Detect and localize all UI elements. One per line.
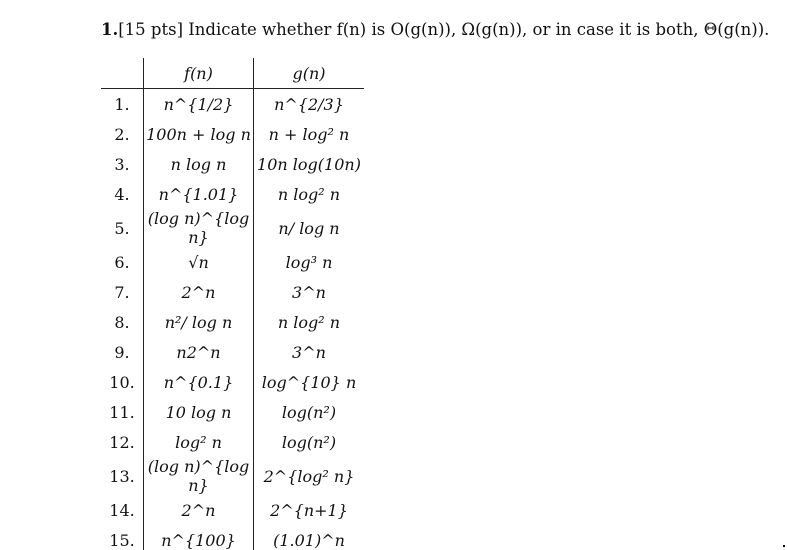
cell-f: 10 log n (144, 397, 254, 427)
cell-f: (log n)^{log n} (144, 209, 254, 247)
cell-g: 2^{n+1} (254, 495, 365, 525)
cell-g: n + log² n (254, 119, 365, 149)
cell-f: n2^n (144, 337, 254, 367)
cell-g: n/ log n (254, 209, 365, 247)
cell-f: 2^n (144, 495, 254, 525)
cell-f: (log n)^{log n} (144, 457, 254, 495)
table-row (101, 337, 364, 367)
cell-g: n log² n (254, 307, 365, 337)
cell-f: log² n (144, 427, 254, 457)
table-row (101, 457, 364, 495)
cell-f: 100n + log n (144, 119, 254, 149)
row-number: 12. (109, 432, 135, 452)
cell-g: log^{10} n (254, 367, 365, 397)
question-points: [15 pts] (118, 20, 184, 39)
row-number: 4. (114, 184, 130, 204)
table-row (101, 89, 364, 120)
cell-g: log(n²) (254, 397, 365, 427)
row-number: 11. (109, 402, 135, 422)
cell-g: n log² n (254, 179, 365, 209)
table-row (101, 525, 364, 550)
cell-g: 2^{log² n} (254, 457, 365, 495)
row-number: 5. (114, 218, 130, 238)
row-number: 1. (114, 94, 130, 114)
row-number: 3. (114, 154, 130, 174)
complexity-table (101, 58, 364, 550)
cell-f: n^{1.01} (144, 179, 254, 209)
table-header-row (101, 58, 364, 89)
header-g: g(n) (254, 58, 365, 89)
table-row (101, 307, 364, 337)
table-row (101, 179, 364, 209)
page-dot (783, 545, 785, 547)
row-number: 13. (109, 466, 135, 486)
header-index (101, 58, 144, 89)
cell-g: 10n log(10n) (254, 149, 365, 179)
row-number: 14. (109, 500, 135, 520)
cell-f: n log n (144, 149, 254, 179)
question-body: Indicate whether f(n) is O(g(n)), Ω(g(n)), or in case it is both, Θ(g(n)). (188, 20, 770, 39)
cell-g: (1.01)^n (254, 525, 365, 550)
table-row (101, 277, 364, 307)
cell-f: √n (144, 247, 254, 277)
row-number: 15. (109, 530, 135, 550)
table-row (101, 427, 364, 457)
cell-f: n^{100} (144, 525, 254, 550)
table-row (101, 209, 364, 247)
cell-f: 2^n (144, 277, 254, 307)
question-number: 1. (101, 20, 119, 39)
table-row (101, 367, 364, 397)
row-number: 10. (109, 372, 135, 392)
table-row (101, 495, 364, 525)
header-f: f(n) (144, 58, 254, 89)
row-number: 8. (114, 312, 130, 332)
table-row (101, 247, 364, 277)
cell-f: n^{0.1} (144, 367, 254, 397)
row-number: 7. (114, 282, 130, 302)
cell-f: n²/ log n (144, 307, 254, 337)
row-number: 2. (114, 124, 130, 144)
table-row (101, 397, 364, 427)
question-text (101, 19, 770, 41)
cell-g: 3^n (254, 277, 365, 307)
cell-g: n^{2/3} (254, 89, 365, 120)
cell-g: log(n²) (254, 427, 365, 457)
table-row (101, 119, 364, 149)
table-row (101, 149, 364, 179)
row-number: 9. (114, 342, 130, 362)
cell-g: log³ n (254, 247, 365, 277)
cell-g: 3^n (254, 337, 365, 367)
row-number: 6. (114, 252, 130, 272)
cell-f: n^{1/2} (144, 89, 254, 120)
